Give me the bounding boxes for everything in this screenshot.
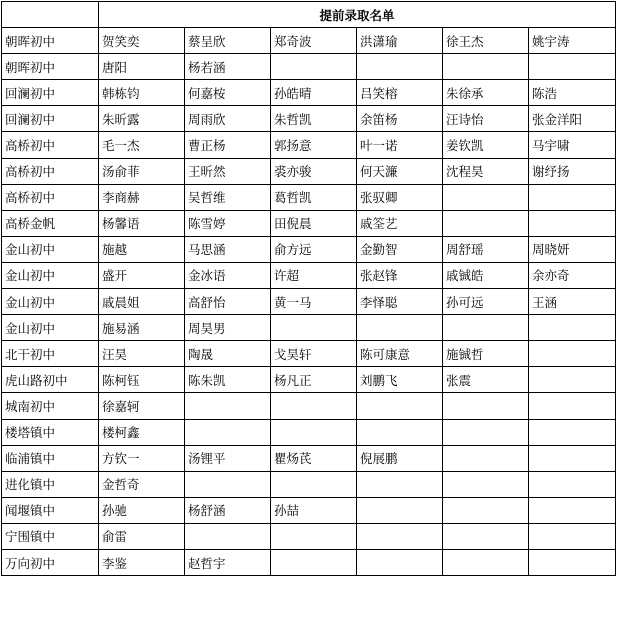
table-row [2, 80, 616, 106]
student-name-cell: 孙皓晴 [271, 80, 357, 106]
student-name-cell [529, 54, 616, 80]
school-cell: 朝晖初中 [2, 28, 99, 54]
student-name-cell [357, 523, 443, 549]
table-row [2, 262, 616, 288]
table-row [2, 106, 616, 132]
table-title: 提前录取名单 [99, 2, 616, 28]
student-name-cell [185, 471, 271, 497]
student-name-cell [529, 184, 616, 210]
student-name-cell: 李商赫 [99, 184, 185, 210]
school-cell: 闻堰镇中 [2, 497, 99, 523]
student-name-cell: 张赵锋 [357, 262, 443, 288]
student-name-cell: 余亦奇 [529, 262, 616, 288]
student-name-cell [443, 497, 529, 523]
school-cell: 金山初中 [2, 236, 99, 262]
student-name-cell: 杨舒涵 [185, 497, 271, 523]
student-name-cell: 张金洋阳 [529, 106, 616, 132]
table-row [2, 184, 616, 210]
student-name-cell: 周雨欣 [185, 106, 271, 132]
student-name-cell [443, 549, 529, 575]
student-name-cell: 田倪晨 [271, 210, 357, 236]
student-name-cell: 孙驰 [99, 497, 185, 523]
school-cell: 高桥初中 [2, 132, 99, 158]
student-name-cell [357, 497, 443, 523]
student-name-cell: 吕笑榕 [357, 80, 443, 106]
student-name-cell [443, 393, 529, 419]
table-row [2, 210, 616, 236]
table-row [2, 132, 616, 158]
student-name-cell [529, 315, 616, 341]
student-name-cell: 孙可远 [443, 289, 529, 315]
school-cell: 宁围镇中 [2, 523, 99, 549]
table-row [2, 549, 616, 575]
student-name-cell [443, 419, 529, 445]
student-name-cell: 沈程昊 [443, 158, 529, 184]
student-name-cell: 陈浩 [529, 80, 616, 106]
student-name-cell: 戚铖皓 [443, 262, 529, 288]
student-name-cell [529, 393, 616, 419]
student-name-cell: 金勤智 [357, 236, 443, 262]
student-name-cell [443, 523, 529, 549]
school-cell: 回澜初中 [2, 106, 99, 132]
school-cell: 高桥初中 [2, 184, 99, 210]
table-row [2, 523, 616, 549]
student-name-cell: 汤锂平 [185, 445, 271, 471]
student-name-cell: 郭扬意 [271, 132, 357, 158]
student-name-cell [529, 341, 616, 367]
table-row [2, 471, 616, 497]
school-cell: 金山初中 [2, 262, 99, 288]
table-row [2, 315, 616, 341]
table-row [2, 289, 616, 315]
student-name-cell: 倪展鹏 [357, 445, 443, 471]
student-name-cell: 朱昕露 [99, 106, 185, 132]
student-name-cell: 戈昊轩 [271, 341, 357, 367]
student-name-cell: 陶晟 [185, 341, 271, 367]
table-row [2, 367, 616, 393]
student-name-cell: 孙喆 [271, 497, 357, 523]
student-name-cell: 方钦一 [99, 445, 185, 471]
student-name-cell [529, 549, 616, 575]
table-row [2, 419, 616, 445]
student-name-cell: 徐嘉轲 [99, 393, 185, 419]
student-name-cell: 刘鹏飞 [357, 367, 443, 393]
student-name-cell: 何天濂 [357, 158, 443, 184]
student-name-cell: 谢纾扬 [529, 158, 616, 184]
student-name-cell [271, 419, 357, 445]
student-name-cell [357, 419, 443, 445]
student-name-cell: 姚宇涛 [529, 28, 616, 54]
student-name-cell [271, 315, 357, 341]
student-name-cell [443, 445, 529, 471]
corner-cell [2, 2, 99, 28]
student-name-cell [357, 54, 443, 80]
student-name-cell: 徐王杰 [443, 28, 529, 54]
student-name-cell [357, 471, 443, 497]
student-name-cell: 金哲奇 [99, 471, 185, 497]
student-name-cell: 施越 [99, 236, 185, 262]
school-cell: 朝晖初中 [2, 54, 99, 80]
student-name-cell: 赵哲宇 [185, 549, 271, 575]
student-name-cell: 周舒瑶 [443, 236, 529, 262]
table-row [2, 341, 616, 367]
student-name-cell: 汪昊 [99, 341, 185, 367]
student-name-cell: 马宇啸 [529, 132, 616, 158]
school-cell: 高桥金帆 [2, 210, 99, 236]
table-row [2, 28, 616, 54]
admission-table [1, 1, 616, 576]
school-cell: 楼塔镇中 [2, 419, 99, 445]
student-name-cell [529, 445, 616, 471]
student-name-cell: 葛哲凯 [271, 184, 357, 210]
table-row [2, 236, 616, 262]
student-name-cell: 许超 [271, 262, 357, 288]
student-name-cell [185, 393, 271, 419]
student-name-cell [443, 210, 529, 236]
student-name-cell: 王昕然 [185, 158, 271, 184]
student-name-cell [271, 471, 357, 497]
school-cell: 进化镇中 [2, 471, 99, 497]
student-name-cell: 曹正杨 [185, 132, 271, 158]
school-cell: 城南初中 [2, 393, 99, 419]
student-name-cell [271, 523, 357, 549]
student-name-cell: 贺笑奕 [99, 28, 185, 54]
school-cell: 金山初中 [2, 315, 99, 341]
student-name-cell: 施易涵 [99, 315, 185, 341]
student-name-cell: 金冰语 [185, 262, 271, 288]
student-name-cell [271, 549, 357, 575]
student-name-cell: 李鉴 [99, 549, 185, 575]
student-name-cell [443, 54, 529, 80]
student-name-cell: 余笛杨 [357, 106, 443, 132]
student-name-cell: 陈柯钰 [99, 367, 185, 393]
student-name-cell: 盛开 [99, 262, 185, 288]
school-cell: 回澜初中 [2, 80, 99, 106]
student-name-cell: 周晓妍 [529, 236, 616, 262]
student-name-cell: 杨若涵 [185, 54, 271, 80]
student-name-cell: 汤俞菲 [99, 158, 185, 184]
student-name-cell: 戚筌艺 [357, 210, 443, 236]
school-cell: 北干初中 [2, 341, 99, 367]
student-name-cell: 杨馨语 [99, 210, 185, 236]
student-name-cell: 洪潇瑜 [357, 28, 443, 54]
student-name-cell: 李怿聪 [357, 289, 443, 315]
table-body [2, 2, 616, 576]
student-name-cell: 陈雪婷 [185, 210, 271, 236]
student-name-cell [357, 393, 443, 419]
student-name-cell [529, 471, 616, 497]
student-name-cell [185, 419, 271, 445]
student-name-cell: 朱哲凯 [271, 106, 357, 132]
student-name-cell: 俞雷 [99, 523, 185, 549]
school-cell: 虎山路初中 [2, 367, 99, 393]
student-name-cell: 戚晨姐 [99, 289, 185, 315]
student-name-cell [443, 315, 529, 341]
student-name-cell [271, 54, 357, 80]
student-name-cell: 施铖哲 [443, 341, 529, 367]
student-name-cell: 叶一诺 [357, 132, 443, 158]
student-name-cell: 黄一马 [271, 289, 357, 315]
student-name-cell [357, 315, 443, 341]
student-name-cell [185, 523, 271, 549]
student-name-cell: 陈可康意 [357, 341, 443, 367]
student-name-cell: 王涵 [529, 289, 616, 315]
student-name-cell: 楼柯鑫 [99, 419, 185, 445]
school-cell: 临浦镇中 [2, 445, 99, 471]
student-name-cell [529, 367, 616, 393]
student-name-cell [443, 184, 529, 210]
table-row [2, 497, 616, 523]
student-name-cell: 陈朱凯 [185, 367, 271, 393]
student-name-cell [529, 419, 616, 445]
student-name-cell: 张驭卿 [357, 184, 443, 210]
student-name-cell [529, 497, 616, 523]
student-name-cell: 吴哲维 [185, 184, 271, 210]
table-row [2, 393, 616, 419]
student-name-cell: 杨凡正 [271, 367, 357, 393]
student-name-cell: 马思涵 [185, 236, 271, 262]
student-name-cell [357, 549, 443, 575]
student-name-cell: 周昊男 [185, 315, 271, 341]
table-row [2, 158, 616, 184]
student-name-cell: 郑奇波 [271, 28, 357, 54]
school-cell: 金山初中 [2, 289, 99, 315]
student-name-cell [529, 523, 616, 549]
student-name-cell: 俞方远 [271, 236, 357, 262]
student-name-cell: 何嘉桉 [185, 80, 271, 106]
title-row [2, 2, 616, 28]
student-name-cell: 高舒怡 [185, 289, 271, 315]
student-name-cell [443, 471, 529, 497]
student-name-cell [529, 210, 616, 236]
student-name-cell [271, 393, 357, 419]
school-cell: 万向初中 [2, 549, 99, 575]
student-name-cell: 张震 [443, 367, 529, 393]
student-name-cell: 瞿炀芪 [271, 445, 357, 471]
student-name-cell: 唐阳 [99, 54, 185, 80]
student-name-cell: 毛一杰 [99, 132, 185, 158]
student-name-cell: 韩栋钧 [99, 80, 185, 106]
student-name-cell: 蔡呈欣 [185, 28, 271, 54]
school-cell: 高桥初中 [2, 158, 99, 184]
student-name-cell: 裘亦骏 [271, 158, 357, 184]
table-row [2, 445, 616, 471]
student-name-cell: 朱徐承 [443, 80, 529, 106]
student-name-cell: 姜钦凯 [443, 132, 529, 158]
table-row [2, 54, 616, 80]
student-name-cell: 汪诗怡 [443, 106, 529, 132]
